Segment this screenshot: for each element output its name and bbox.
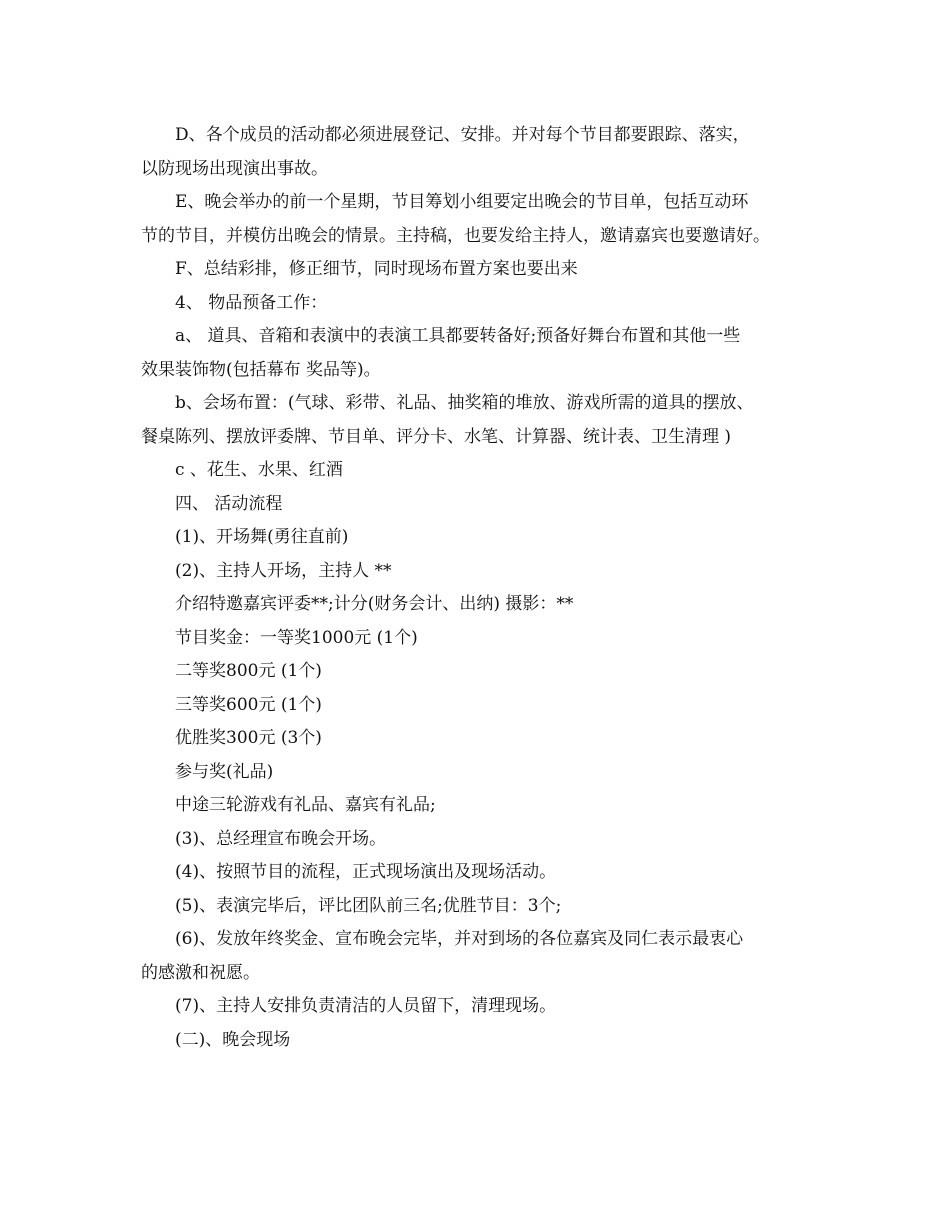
process-item-5: [141, 890, 821, 924]
text-line: 的感激和祝愿。: [141, 962, 260, 983]
paragraph-e: [141, 186, 821, 253]
process-item-7: [141, 990, 821, 1024]
text-line: 二等奖800元 (1个): [175, 661, 322, 681]
text-line: (3)、总经理宣布晚会开场。: [175, 828, 387, 849]
paragraph-d: [141, 119, 821, 186]
process-item-3: [141, 823, 821, 857]
text-line: (7)、主持人安排负责清洁的人员留下，清理现场。: [175, 996, 557, 1016]
text-line: 餐桌陈列、摆放评委牌、节目单、评分卡、水笔、计算器、统计表、卫生清理 ): [141, 426, 732, 447]
text-line: b、会场布置：(气球、彩带、礼品、抽奖箱的堆放、游戏所需的道具的摆放、: [175, 393, 754, 413]
document-body: [141, 119, 821, 1057]
text-line: 三等奖600元 (1个): [175, 694, 322, 715]
paragraph-c: [141, 454, 821, 488]
guest-introduction: [141, 588, 821, 622]
text-line: 四、 活动流程: [175, 493, 283, 514]
text-line: (5)、表演完毕后，评比团队前三名;优胜节目：3个;: [175, 895, 562, 916]
text-line: 以防现场出现演出事故。: [141, 158, 328, 179]
prize-third: [141, 689, 821, 723]
text-line: (二)、晚会现场: [175, 1029, 291, 1050]
section-heading-process: [141, 488, 821, 522]
prize-second: [141, 655, 821, 689]
process-item-2: [141, 555, 821, 589]
text-line: (4)、按照节目的流程，正式现场演出及现场活动。: [175, 862, 557, 882]
paragraph-b: [141, 387, 821, 454]
process-item-6: [141, 923, 821, 990]
text-line: D、各个成员的活动都必须进展登记、安排。并对每个节目都要跟踪、落实，: [175, 125, 750, 145]
prize-excellence: [141, 722, 821, 756]
text-line: (1)、开场舞(勇往直前): [175, 527, 349, 547]
text-line: 介绍特邀嘉宾评委**;计分(财务会计、出纳) 摄影：**: [175, 594, 574, 614]
text-line: F、总结彩排，修正细节，同时现场布置方案也要出来: [175, 259, 578, 279]
paragraph-a: [141, 320, 821, 387]
text-line: (6)、发放年终奖金、宣布晚会完毕，并对到场的各位嘉宾及同仁表示最衷心: [175, 929, 744, 949]
prize-participation: [141, 756, 821, 790]
text-line: E、晚会举办的前一个星期，节目筹划小组要定出晚会的节目单，包括互动环: [175, 192, 749, 212]
text-line: 节目奖金：一等奖1000元 (1个): [175, 627, 418, 648]
text-line: (2)、主持人开场，主持人 **: [175, 560, 392, 581]
text-line: 中途三轮游戏有礼品、嘉宾有礼品;: [175, 795, 436, 815]
paragraph-f: [141, 253, 821, 287]
text-line: a、 道具、音箱和表演中的表演工具都要转备好;预备好舞台布置和其他一些: [175, 326, 741, 346]
text-line: 节的节目，并模仿出晚会的情景。主持稿，也要发给主持人，邀请嘉宾也要邀请好。: [141, 225, 770, 246]
text-line: 参与奖(礼品): [175, 761, 274, 782]
section-heading-4: [141, 287, 821, 321]
text-line: 效果装饰物(包括幕布 奖品等)。: [141, 359, 381, 380]
text-line: c 、花生、水果、红酒: [175, 460, 343, 480]
prize-first: [141, 622, 821, 656]
text-line: 优胜奖300元 (3个): [175, 728, 322, 748]
game-gifts: [141, 789, 821, 823]
text-line: 4、 物品预备工作：: [175, 292, 328, 313]
process-item-4: [141, 856, 821, 890]
section-heading-venue: [141, 1024, 821, 1058]
process-item-1: [141, 521, 821, 555]
